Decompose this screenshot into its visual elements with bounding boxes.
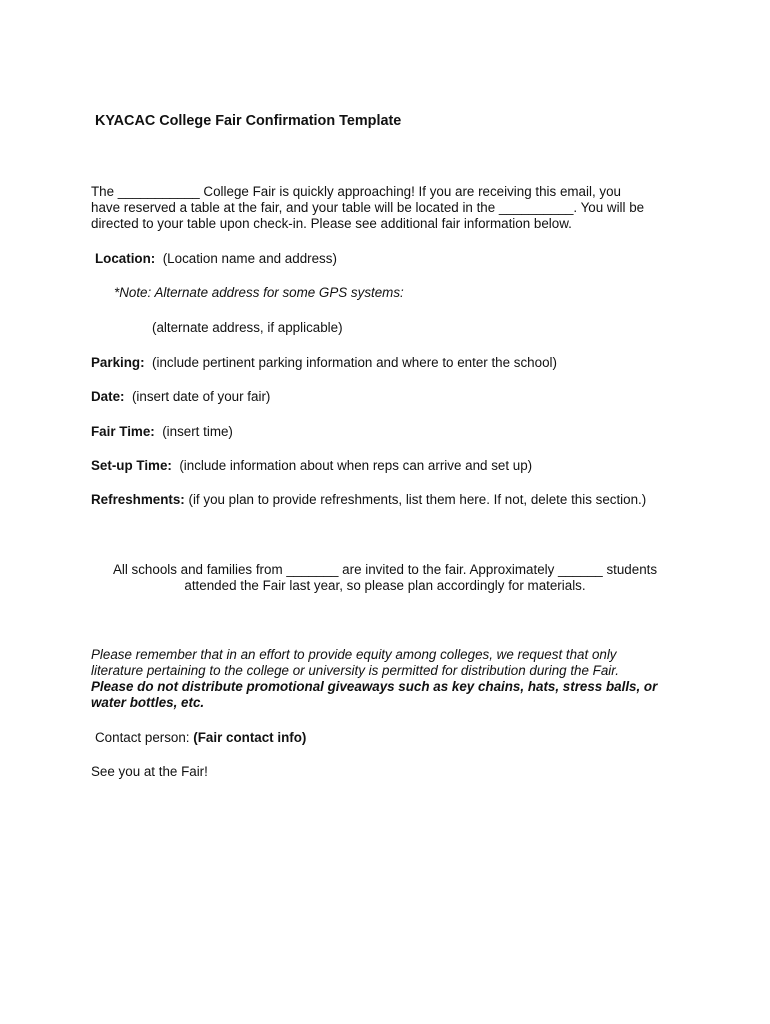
intro-line-2: have reserved a table at the fair, and your table will be located in the __________. You will be xyxy=(91,200,645,215)
date-label: Date: xyxy=(91,389,125,404)
intro-line-1: The ___________ College Fair is quickly approaching! If you are receiving this email, you xyxy=(91,184,621,199)
giveaway-note-line-2: water bottles, etc. xyxy=(91,695,205,710)
contact-value: (Fair contact info) xyxy=(193,730,307,745)
date-value: (insert date of your fair) xyxy=(131,389,271,404)
parking-label: Parking: xyxy=(91,355,145,370)
location-row xyxy=(95,251,337,267)
closing-line: See you at the Fair! xyxy=(91,764,208,779)
location-value: (Location name and address) xyxy=(162,251,337,266)
contact-label: Contact person: xyxy=(95,730,190,745)
invite-line-2: attended the Fair last year, so please plan accordingly for materials. xyxy=(184,578,586,593)
document-title: KYACAC College Fair Confirmation Template xyxy=(95,113,402,129)
refreshments-value: (if you plan to provide refreshments, list them here. If not, delete this section.) xyxy=(188,492,647,507)
fair-time-value: (insert time) xyxy=(162,424,233,439)
equity-note-line-1: Please remember that in an effort to provide equity among colleges, we request that only xyxy=(91,647,617,662)
intro-line-3: directed to your table upon check-in. Please see additional fair information below. xyxy=(91,216,572,231)
refreshments-label: Refreshments: xyxy=(91,492,185,507)
setup-time-row xyxy=(91,458,532,474)
alternate-address: (alternate address, if applicable) xyxy=(152,320,343,335)
refreshments-row xyxy=(91,492,646,508)
setup-time-value: (include information about when reps can arrive and set up) xyxy=(179,458,533,473)
equity-note-line-2: literature pertaining to the college or university is permitted for distribution during the Fair. xyxy=(91,663,619,678)
contact-row xyxy=(95,730,306,746)
gps-note: *Note: Alternate address for some GPS systems: xyxy=(114,285,404,300)
location-label: Location: xyxy=(95,251,156,266)
invite-line-1: All schools and families from _______ are invited to the fair. Approximately ______ students xyxy=(112,562,658,577)
giveaway-note-line-1: Please do not distribute promotional giveaways such as key chains, hats, stress balls, or xyxy=(91,679,658,694)
setup-time-label: Set-up Time: xyxy=(91,458,172,473)
fair-time-label: Fair Time: xyxy=(91,424,155,439)
date-row xyxy=(91,389,270,405)
parking-value: (include pertinent parking information and where to enter the school) xyxy=(152,355,557,370)
parking-row xyxy=(91,355,557,371)
fair-time-row xyxy=(91,424,233,440)
